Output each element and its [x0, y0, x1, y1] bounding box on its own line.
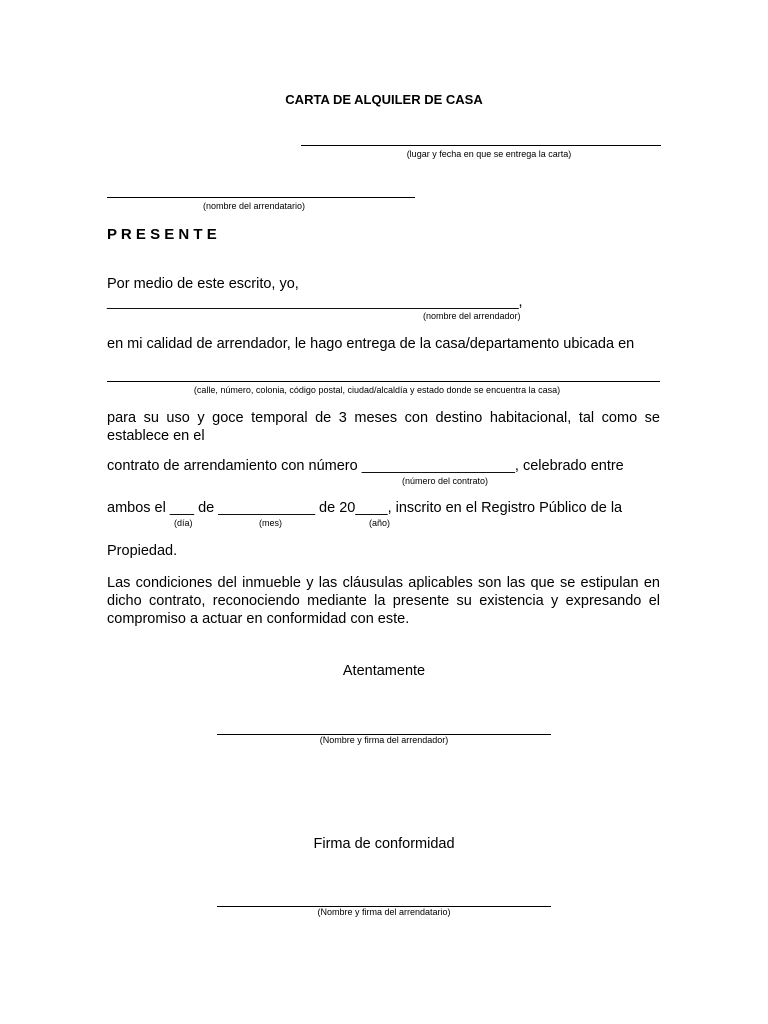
month-caption: (mes) [259, 518, 282, 528]
landlord-name-caption: (nombre del arrendador) [423, 311, 521, 321]
document-title: CARTA DE ALQUILER DE CASA [285, 92, 483, 107]
address-line [107, 381, 660, 382]
year-caption: (año) [369, 518, 391, 528]
conformidad-text: Firma de conformidad [313, 836, 455, 852]
date-line: ambos el ___ de ____________ de 20____, inscrito en el Registro Público de la [107, 500, 623, 516]
tenant-name-caption: (nombre del arrendatario) [202, 201, 306, 211]
atentamente-text: Atentamente [342, 663, 426, 679]
landlord-signature-caption: (Nombre y firma del arrendador) [319, 735, 449, 745]
day-caption: (día) [174, 518, 193, 528]
intro-text: Por medio de este escrito, yo, [107, 276, 299, 292]
landlord-sentence: en mi calidad de arrendador, le hago entrega de la casa/departamento ubicada en [107, 336, 635, 352]
use-paragraph: para su uso y goce temporal de 3 meses con destino habitacional, tal como se establece en el [107, 410, 660, 444]
place-date-caption: (lugar y fecha en que se entrega la carta) [406, 149, 572, 159]
tenant-name-line [107, 197, 415, 198]
conditions-paragraph: Las condiciones del inmueble y las cláusulas aplicables son las que se estipulan en dicho contrato, reconociendo mediante la presente su existencia y expresando el compromiso a actuar en conformidad con este. [107, 575, 660, 627]
propiedad-text: Propiedad. [107, 543, 178, 559]
landlord-name-blank: ____________________________________________________, [107, 294, 523, 310]
place-date-line [301, 145, 661, 146]
presente-heading: P R E S E N T E [107, 226, 217, 243]
tenant-signature-caption: (Nombre y firma del arrendatario) [317, 907, 451, 917]
address-caption: (calle, número, colonia, código postal, ciudad/alcaldía y estado donde se encuentra la casa) [193, 385, 561, 395]
contract-line: contrato de arrendamiento con número ___________________, celebrado entre [107, 458, 624, 474]
contract-number-caption: (número del contrato) [402, 476, 489, 486]
